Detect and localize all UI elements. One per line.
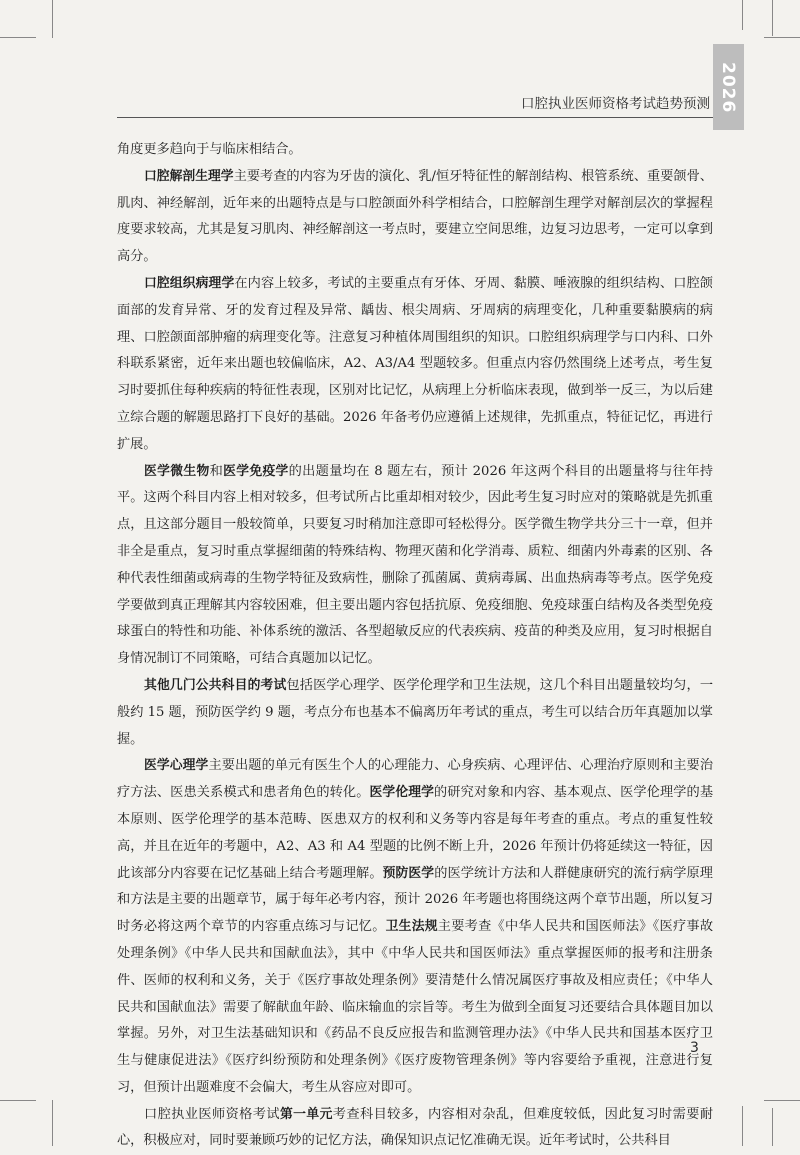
text-run: 考查科目较多，内容相对杂乱，但难度较低，因此复习时需要耐心，积极应对，同时要兼顾巧妙的记忆方法，确保知识点记忆准确无误。近年考试时，公共科目 <box>117 1106 714 1149</box>
paragraph <box>117 673 713 753</box>
paragraph <box>117 271 713 459</box>
crop-mark-top-right-v <box>742 0 743 30</box>
crop-mark-top-right-h <box>764 37 800 38</box>
paragraph <box>117 164 713 271</box>
crop-mark-bottom-left-v <box>52 1100 53 1146</box>
text-run: 的医学统计方法和人群健康研究的流行病学原理和方法是主要的出题章节，属于每年必考内容，预计 2026 年考题也将围绕这两个章节出题，所以复习时务必将这两个章节的内容重点练习与记忆。 <box>117 865 713 935</box>
crop-mark-top-right-v2 <box>772 0 773 36</box>
crop-mark-bottom-right-h <box>764 1100 800 1101</box>
text-run: 的出题量均在 8 题左右，预计 2026 年这两个科目的出题量将与往年持平。这两个科目内容上相对较多，但考试所占比重却相对较少，因此考生复习时应对的策略就是先抓重点，且这部分题目一般较简单，只要复习时稍加注意即可轻松得分。医学微生物学共分三十一章，但并非全是重点，复习时重点掌握细菌的特殊结构、物理灭菌和化学消毒、质粒、细菌内外毒素的区别、各种代表性细菌或病毒的生物学特征及致病性，删除了孤菌属、黄病毒属、出血热病毒等考点。医学免疫学要做到真正理解其内容较困难，但主要出题内容包括抗原、免疫细胞、免疫球蛋白结构及各类型免疫球蛋白的特性和功能、补体系统的激活、各型超敏反应的代表疾病、疫苗的种类及应用，复习时根据自身情况制订不同策略，可结合真题加以记忆。 <box>117 463 714 667</box>
bold-term: 医学微生物 <box>144 463 210 479</box>
body-text <box>117 137 713 1155</box>
paragraph <box>117 137 713 164</box>
crop-mark-top-left-v <box>52 0 53 38</box>
crop-mark-bottom-right-v <box>742 1106 743 1146</box>
text-run: 主要出题的单元有医生个人的心理能力、心身疾病、心理评估、心理治疗原则和主要治疗方法、医患关系模式和患者角色的转化。 <box>117 758 714 801</box>
paragraph <box>117 1102 713 1155</box>
text-run: 的研究对象和内容、基本观点、医学伦理学的基本原则、医学伦理学的基本范畴、医患双方的权利和义务等内容是每年考查的重点。考点的重复性较高，并且在近年的考题中，A2、A3 和 A4 型题的比例不断上升，2026 年预计仍将延续这一特征，因此该部分内容要在记忆基础上结合考题理解。 <box>117 785 714 881</box>
bold-term: 医学免疫学 <box>223 463 289 479</box>
header-rule <box>117 117 713 118</box>
text-run: 主要考查的内容为牙齿的演化、乳/恒牙特征性的解剖结构、根管系统、重要颌骨、肌肉、神经解剖，近年来的出题特点是与口腔颌面外科学相结合，口腔解剖生理学对解剖层次的掌握程度要求较高，尤其是复习肌肉、神经解剖这一考点时，要建立空间思维，边复习边思考，一定可以拿到高分。 <box>117 168 713 265</box>
text-run: 在内容上较多，考试的主要重点有牙体、牙周、黏膜、唾液腺的组织结构、口腔颌面部的发育异常、牙的发育过程及异常、龋齿、根尖周病、牙周病的病理变化，几种重要黏膜病的病理、口腔颌面部肿瘤的病理变化等。注意复习种植体周围组织的知识。口腔组织病理学与口内科、口外科联系紧密，近年来出题也较偏临床，A2、A3/A4 型题较多。但重点内容仍然围绕上述考点，考生复习时要抓住每种疾病的特征性表现，区别对比记忆，从病理上分析临床表现，做到举一反三，为以后建立综合题的解题思路打下良好的基础。2026 年备考仍应遵循上述规律，先抓重点，特征记忆，再进行扩展。 <box>117 275 713 452</box>
bold-term: 其他几门公共科目的考试 <box>144 677 287 693</box>
crop-mark-bottom-left-h <box>0 1100 36 1101</box>
bold-term: 预防医学 <box>382 865 435 881</box>
year-side-label: 2026 <box>718 62 738 114</box>
bold-term: 医学伦理学 <box>369 785 435 801</box>
bold-term: 第一单元 <box>279 1106 333 1122</box>
text-run: 口腔执业医师资格考试 <box>144 1106 280 1122</box>
crop-mark-top-left-h <box>0 37 36 38</box>
bold-term: 医学心理学 <box>144 758 209 774</box>
bold-term: 口腔解剖生理学 <box>144 168 234 184</box>
paragraph <box>117 753 713 1101</box>
crop-mark-bottom-right-v2 <box>772 1108 773 1146</box>
paragraph <box>117 459 713 673</box>
text-run: 主要考查《中华人民共和国医师法》《医疗事故处理条例》《中华人民共和国献血法》，其中《中华人民共和国医师法》重点掌握医师的报考和注册条件、医师的权利和义务，关于《医疗事故处理条例》要清楚什么情况属医疗事故及相应责任；《中华人民共和国献血法》需要了解献血年龄、临床输血的宗旨等。考生为做到全面复习还要结合具体题目加以掌握。另外，对卫生法基础知识和《药品不良反应报告和监测管理办法》《中华人民共和国基本医疗卫生与健康促进法》《医疗纠纷预防和处理条例》《医疗废物管理条例》等内容要给予重视，注意进行复习，但预计出题难度不会偏大，考生从容应对即可。 <box>117 919 714 1095</box>
bold-term: 卫生法规 <box>385 919 438 935</box>
text-run: 和 <box>209 463 224 479</box>
bold-term: 口腔组织病理学 <box>144 275 235 291</box>
running-header-title: 口腔执业医师资格考试趋势预测 <box>521 96 710 112</box>
text-run: 包括医学心理学、医学伦理学和卫生法规，这几个科目出题量较均匀，一般约 15 题，预防医学约 9 题，考点分布也基本不偏离历年考试的重点，考生可以结合历年真题加以掌握。 <box>117 677 714 747</box>
page-number: 3 <box>690 1040 699 1056</box>
text-run: 角度更多趋向于与临床相结合。 <box>117 142 302 157</box>
